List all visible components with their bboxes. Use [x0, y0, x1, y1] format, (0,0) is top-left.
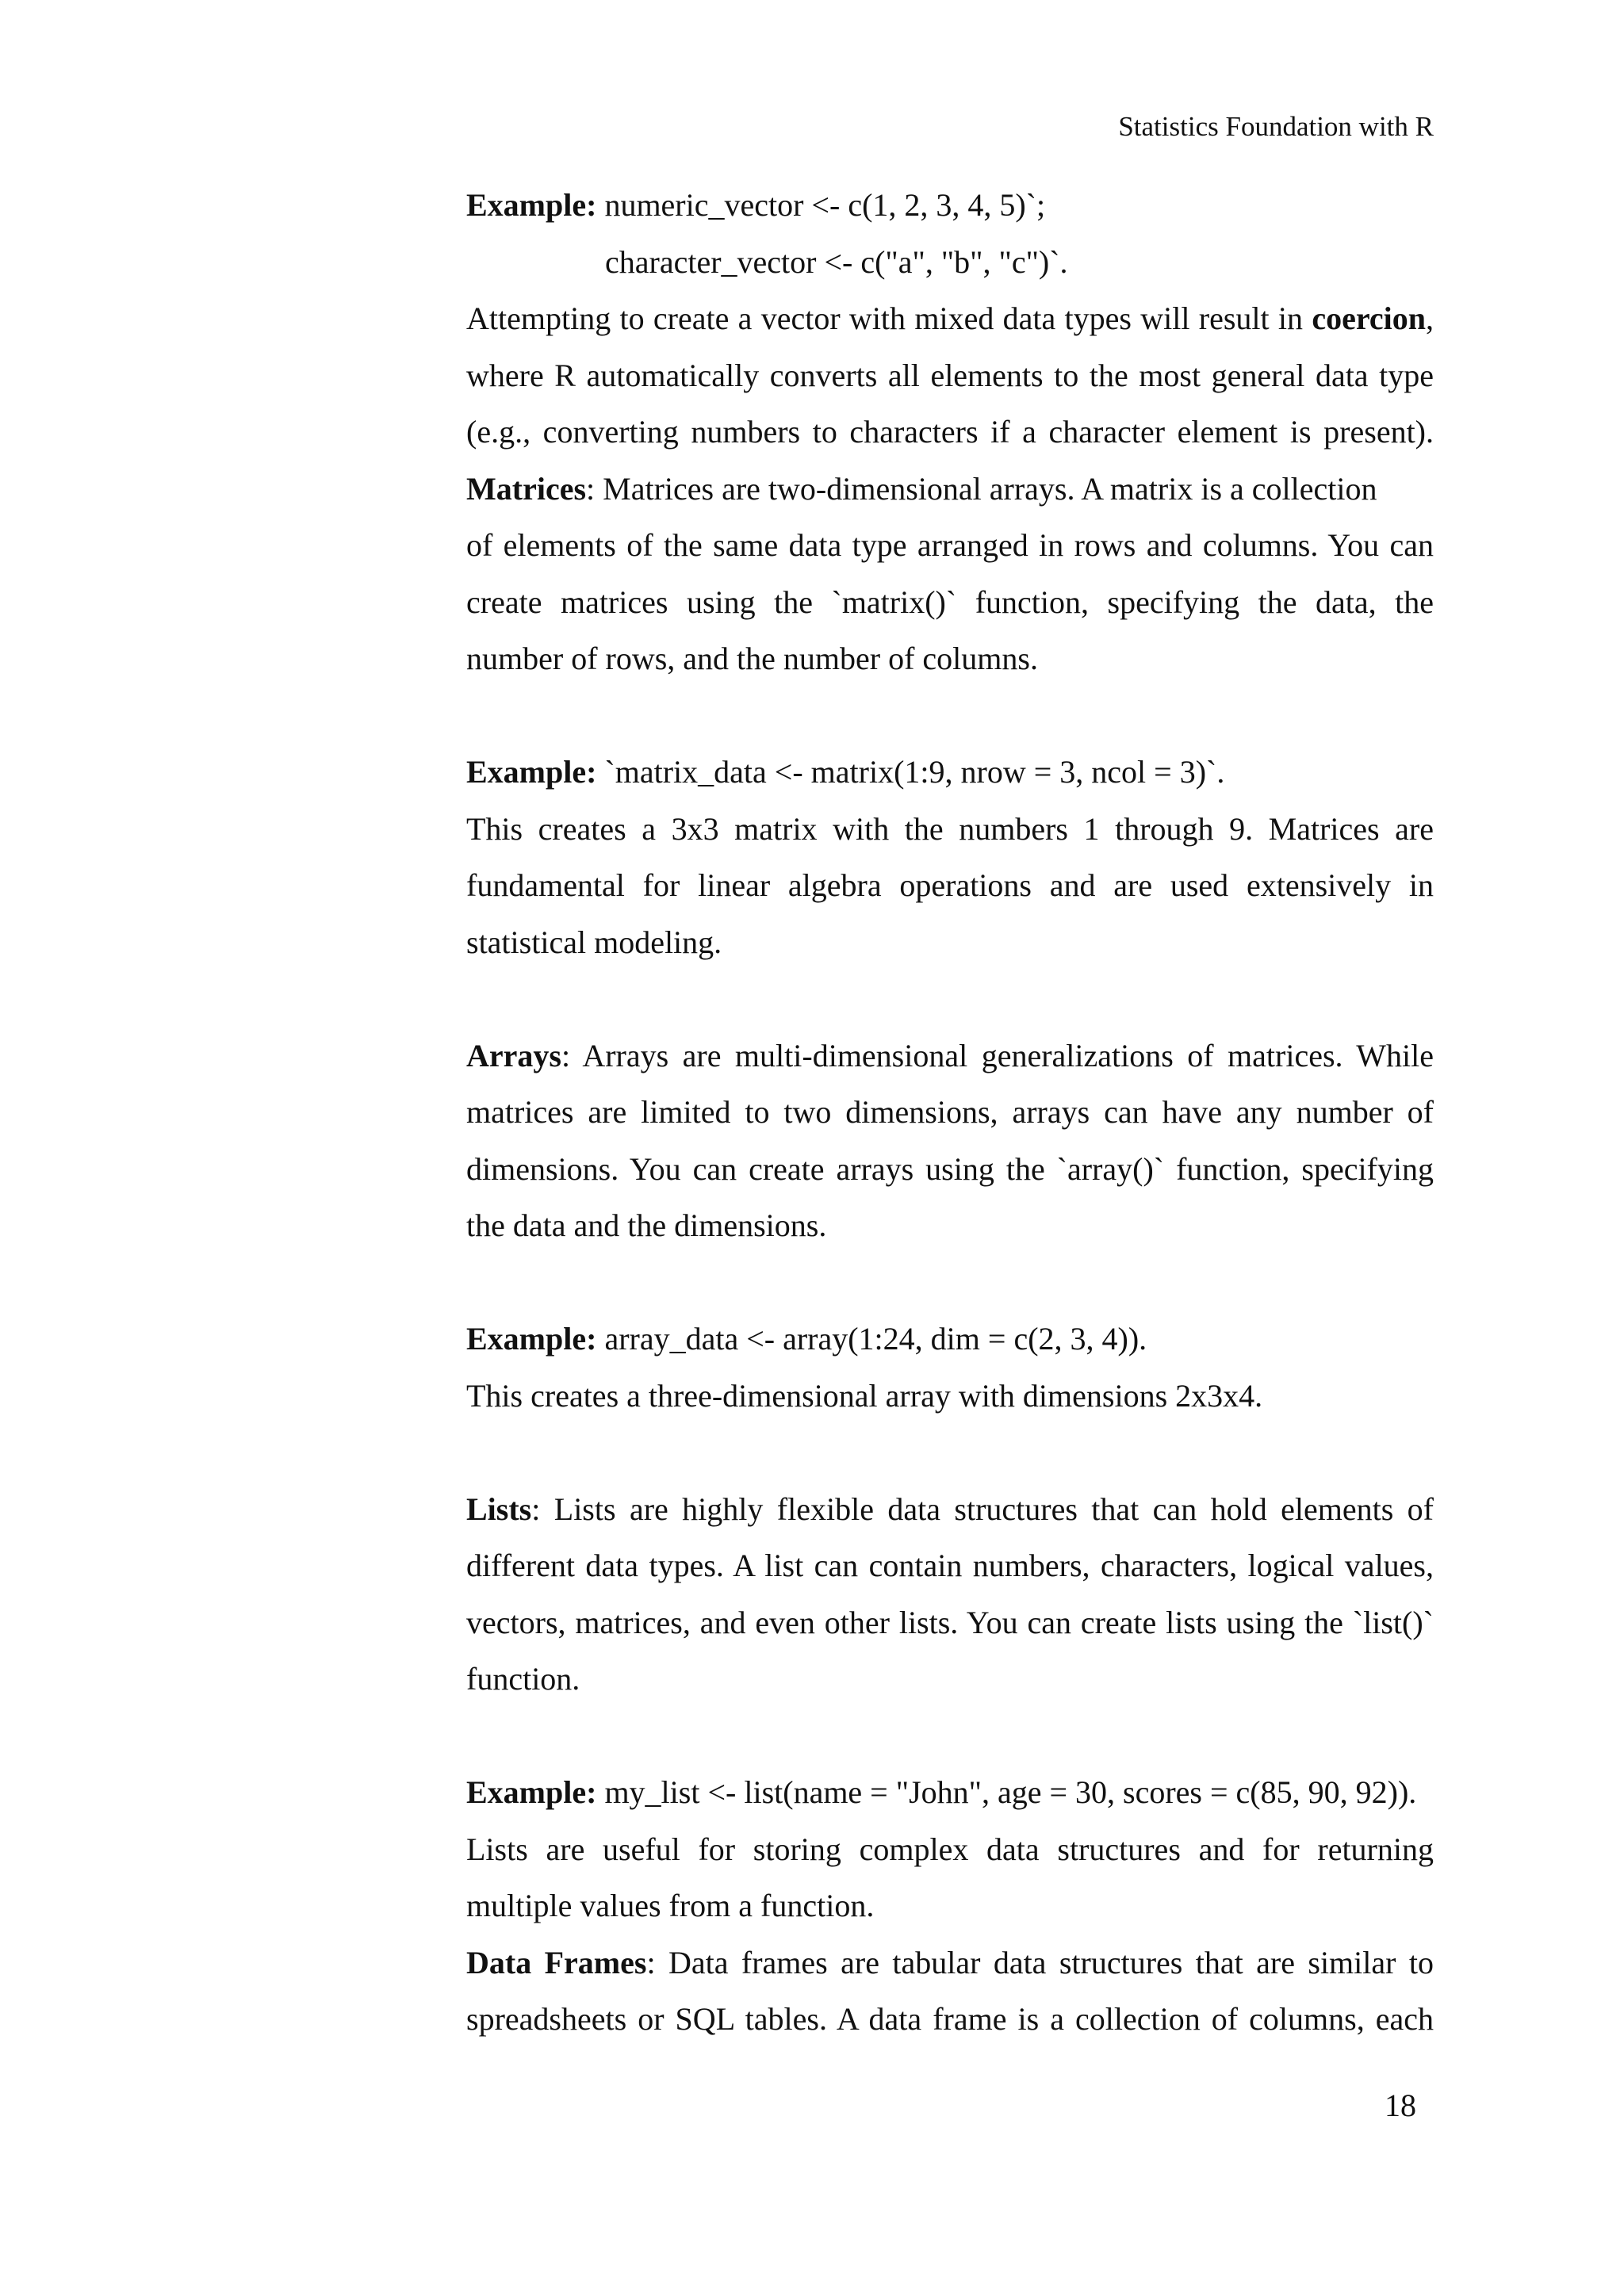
array-example-line	[466, 1311, 1434, 1368]
list-example-code: my_list <- list(name = "John", age = 30, scores = c(85, 90, 92)).	[596, 1774, 1417, 1810]
data-frames-line-1	[466, 1934, 1434, 1992]
paragraph-gap	[466, 970, 1434, 1027]
lists-line-3: vectors, matrices, and even other lists. You can create lists using the `list()`	[466, 1604, 1434, 1640]
example-label: Example:	[466, 1774, 597, 1810]
matrix-example-line-3: fundamental for linear algebra operations and are used extensively in	[466, 867, 1434, 903]
arrays-line-2: matrices are limited to two dimensions, arrays can have any number of	[466, 1094, 1434, 1130]
paragraph-gap	[466, 1708, 1434, 1765]
lists-text: : Lists are highly flexible data structures that can hold elements of	[531, 1490, 1434, 1527]
coercion-line-1	[466, 290, 1434, 347]
list-example-line	[466, 1764, 1434, 1821]
arrays-line-4: the data and the dimensions.	[466, 1207, 827, 1243]
matrices-line-3: create matrices using the `matrix()` function, specifying the data, the	[466, 584, 1434, 620]
list-example-line-3: multiple values from a function.	[466, 1888, 875, 1923]
paragraph-gap	[466, 1254, 1434, 1311]
body-text	[466, 177, 1434, 2048]
array-example-line-2: This creates a three-dimensional array with dimensions 2x3x4.	[466, 1377, 1263, 1414]
vector-example-code: numeric_vector <- c(1, 2, 3, 4, 5)`;	[596, 187, 1046, 223]
arrays-term: Arrays	[466, 1037, 561, 1073]
page-number: 18	[1385, 2087, 1416, 2123]
paragraph-gap	[466, 1424, 1434, 1481]
vector-example-line	[466, 177, 1434, 234]
list-example-line-2: Lists are useful for storing complex data structures and for returning	[466, 1831, 1434, 1867]
matrix-example-code: `matrix_data <- matrix(1:9, nrow = 3, ncol = 3)`.	[596, 754, 1225, 790]
paragraph-gap	[466, 687, 1434, 744]
matrix-example-line-2: This creates a 3x3 matrix with the numbers 1 through 9. Matrices are	[466, 810, 1434, 847]
data-frames-line-2: spreadsheets or SQL tables. A data frame is a collection of columns, each	[466, 2001, 1434, 2037]
coercion-punct: ,	[1426, 300, 1434, 336]
data-frames-term: Data Frames	[466, 1944, 647, 1980]
array-example-code: array_data <- array(1:24, dim = c(2, 3, 4)).	[596, 1321, 1147, 1357]
matrix-example-line	[466, 744, 1434, 801]
vector-example-line-2: character_vector <- c("a", "b", "c")`.	[605, 243, 1068, 280]
matrices-line-4: number of rows, and the number of columns.	[466, 641, 1038, 676]
coercion-line-3: (e.g., converting numbers to characters if a character element is present).	[466, 414, 1434, 450]
arrays-line-1	[466, 1027, 1434, 1085]
matrices-line-1	[466, 461, 1434, 518]
arrays-line-3: dimensions. You can create arrays using the `array()` function, specifying	[466, 1150, 1434, 1187]
coercion-text: Attempting to create a vector with mixed data types will result in	[466, 300, 1312, 336]
lists-line-2: different data types. A list can contain numbers, characters, logical values,	[466, 1548, 1434, 1583]
arrays-text: : Arrays are multi-dimensional generalizations of matrices. While	[561, 1037, 1434, 1073]
matrix-example-line-4: statistical modeling.	[466, 924, 722, 960]
example-label: Example:	[466, 754, 597, 790]
lists-term: Lists	[466, 1490, 532, 1527]
lists-line-4: function.	[466, 1661, 580, 1697]
running-header: Statistics Foundation with R	[1118, 111, 1434, 142]
example-label: Example:	[466, 187, 597, 223]
example-label: Example:	[466, 1321, 597, 1357]
matrices-text: : Matrices are two-dimensional arrays. A matrix is a collection	[586, 470, 1377, 507]
lists-line-1	[466, 1481, 1434, 1538]
matrices-term: Matrices	[466, 470, 587, 507]
data-frames-text: : Data frames are tabular data structures that are similar to	[646, 1944, 1434, 1980]
matrices-line-2: of elements of the same data type arranged in rows and columns. You can	[466, 527, 1434, 563]
coercion-term: coercion	[1312, 300, 1426, 336]
coercion-line-2: where R automatically converts all elements to the most general data type	[466, 357, 1434, 393]
